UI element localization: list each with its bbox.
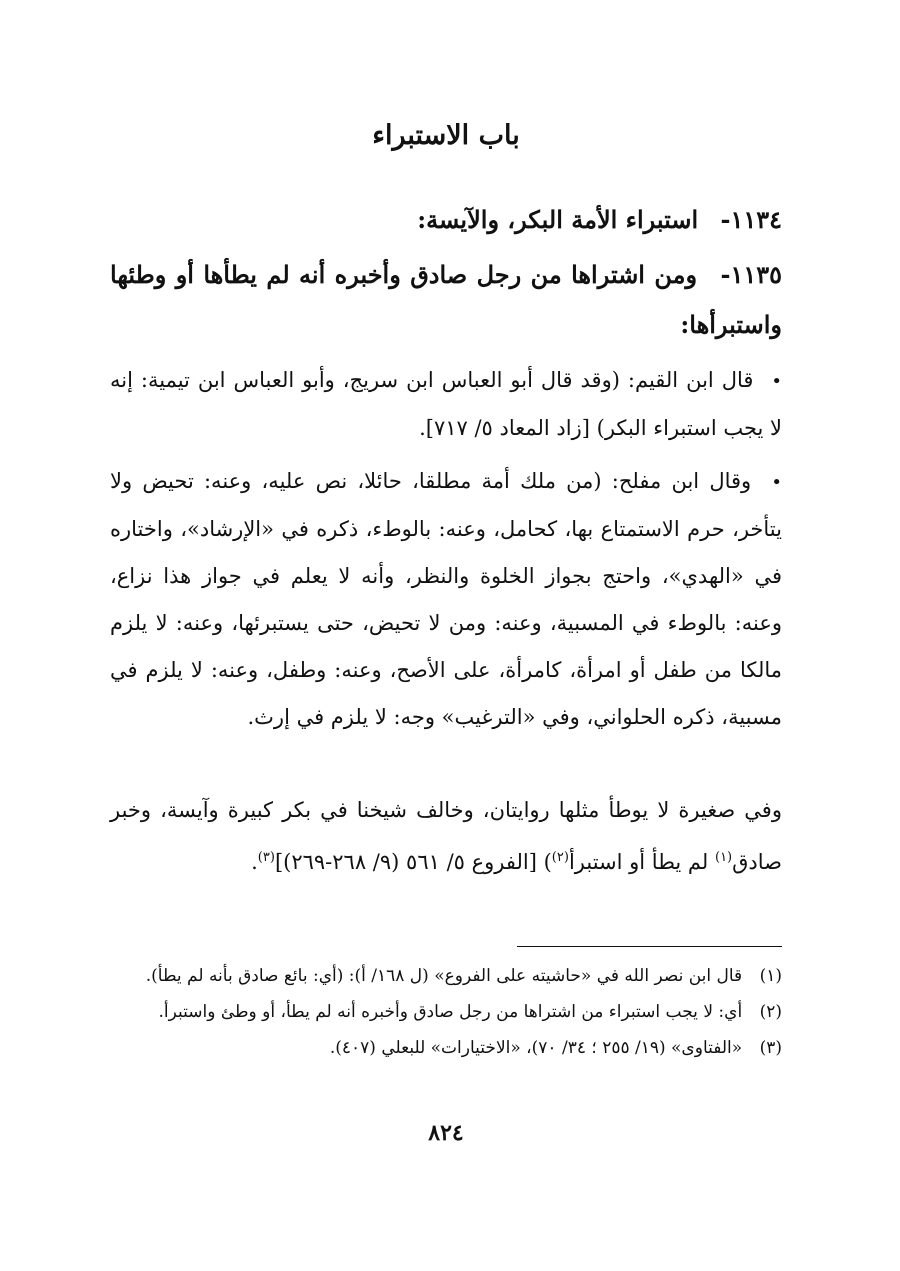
paragraph-text: وقال ابن مفلح: (من ملك أمة مطلقا، حائلا، نص عليه، وعنه: تحيض ولا يتأخر، حرم الاستمتاع بها، كحامل، وعنه: بالوطء، ذكره في «الإرشاد»، واختاره في «الهدي»، واحتج بجواز الخلوة والنظر، وأنه لا يعلم في جواز هذا نزاع، وعنه: بالوطء في المسبية، وعنه: ومن لا تحيض، حتى يستبرئها، وعنه: لا يلزم مالكا من طفل أو امرأة، كامرأة، على الأصح، وعنه: وطفل، وعنه: لا يلزم في مسبية، ذكره الحلواني، وفي «الترغيب» وجه: لا يلزم في إرث. xyxy=(110,469,782,729)
footnote-3 xyxy=(110,1030,782,1066)
paragraph-text: ) [الفروع ٥/ ٥٦١ (٩/ ٢٦٨-٢٦٩)] xyxy=(274,850,552,874)
paragraph-text: لم يطأ أو استبرأ xyxy=(568,850,715,874)
footnote-1 xyxy=(110,958,782,994)
footnote-number: (٢) xyxy=(759,1002,782,1022)
footnote-number: (١) xyxy=(759,966,782,986)
footnote-text: أي: لا يجب استبراء من اشتراها من رجل صادق وأخبره أنه لم يطأ، أو وطئ واستبرأ. xyxy=(158,1002,743,1022)
issue-text: ومن اشتراها من رجل صادق وأخبره أنه لم يطأها أو وطئها واستبرأها: xyxy=(110,260,782,339)
footnote-ref-1[interactable]: (١) xyxy=(714,850,733,865)
footnote-number: (٣) xyxy=(759,1038,782,1058)
continuation-paragraph xyxy=(110,787,782,886)
footnote-ref-3[interactable]: (٣) xyxy=(257,850,275,865)
footnote-text: «الفتاوى» (١٩/ ٢٥٥ ؛ ٣٤/ ٧٠)، «الاختيارات» للبعلي (٤٠٧). xyxy=(329,1038,743,1058)
book-page xyxy=(110,0,782,1271)
paragraph-text: قال ابن القيم: (وقد قال أبو العباس ابن سريج، وأبو العباس ابن تيمية: إنه لا يجب استبراء البكر) [زاد المعاد ٥/ ٧١٧]. xyxy=(110,368,782,440)
ibn-muflih-quote xyxy=(110,458,782,741)
issue-number: ١١٣٥- xyxy=(720,260,782,289)
paragraph-text: . xyxy=(251,850,258,874)
bullet-icon: • xyxy=(771,371,782,392)
issue-1134 xyxy=(110,195,782,245)
footnote-ref-2[interactable]: (٢) xyxy=(551,850,569,865)
paragraph-text: وفي صغيرة لا يوطأ مثلها روايتان، وخالف شيخنا في بكر كبيرة وآيسة، وخبر صادق xyxy=(110,798,782,874)
issue-1135 xyxy=(110,250,782,350)
bullet-icon: • xyxy=(771,472,782,493)
footnote-2 xyxy=(110,994,782,1030)
issue-number: ١١٣٤- xyxy=(720,205,782,234)
chapter-title: باب الاستبراء xyxy=(372,120,520,151)
page-number: ٨٢٤ xyxy=(428,1120,464,1146)
issue-text: استبراء الأمة البكر، والآيسة: xyxy=(417,205,699,234)
footnote-text: قال ابن نصر الله في «حاشيته على الفروع» (ل ١٦٨/ أ): (أي: بائع صادق بأنه لم يطأ). xyxy=(145,966,743,986)
ibn-qayyim-quote xyxy=(110,357,782,452)
footnotes xyxy=(110,958,782,1066)
footnote-separator xyxy=(517,946,782,947)
